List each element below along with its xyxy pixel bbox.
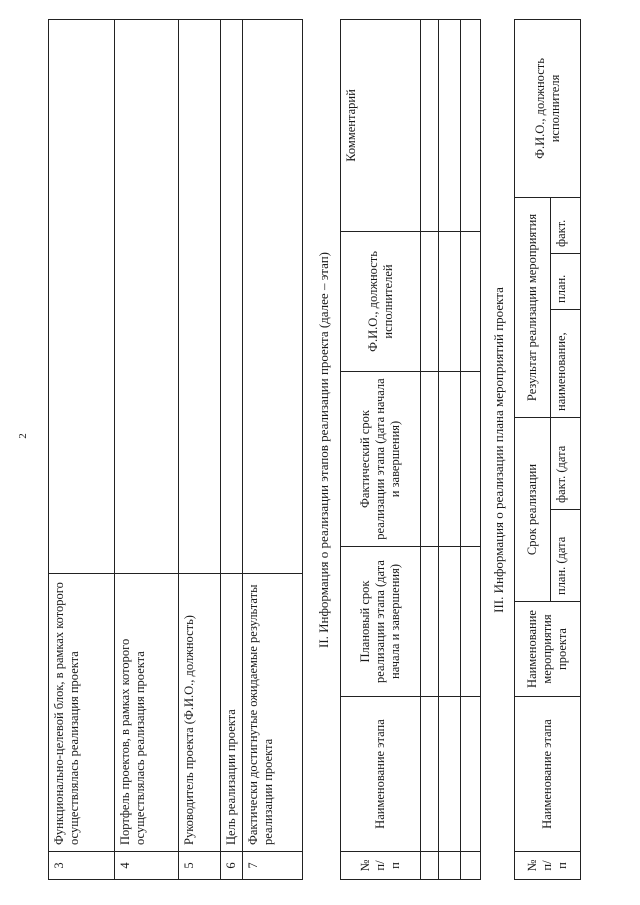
table-header-row — [341, 20, 421, 880]
project-info-table — [48, 19, 303, 880]
row-label: Цель реализации проекта — [221, 574, 243, 852]
row-label: Фактически достигнутые ожидаемые результаты реализации проекта — [243, 574, 303, 852]
table-row — [421, 20, 439, 880]
section-2-title: II. Информация о реализации этапов реализации проекта (далее – этап) — [316, 252, 331, 649]
table-row — [439, 20, 461, 880]
header-cell: Срок реализации — [515, 417, 551, 601]
rotated-sheet — [48, 20, 610, 880]
header-cell: план. (дата — [551, 510, 581, 602]
page-number: 2 — [16, 433, 29, 439]
header-cell: Результат реализации мероприятия — [515, 197, 551, 417]
header-cell: № п/п — [515, 852, 581, 880]
header-cell: наименование, — [551, 309, 581, 417]
events-table — [514, 19, 581, 880]
header-cell: Ф.И.О., должность исполнителей — [341, 232, 421, 372]
header-cell: Наименование этапа — [515, 697, 581, 852]
row-value — [115, 20, 179, 574]
header-cell: № п/п — [341, 852, 421, 880]
table-row — [49, 20, 115, 880]
header-cell: Наименование этапа — [341, 697, 421, 852]
header-cell: Наименование мероприятия проекта — [515, 602, 581, 697]
row-value — [243, 20, 303, 574]
table-row — [221, 20, 243, 880]
row-number: 4 — [115, 852, 179, 880]
header-cell: Фактический срок реализации этапа (дата начала и завершения) — [341, 372, 421, 547]
row-number: 7 — [243, 852, 303, 880]
row-number: 3 — [49, 852, 115, 880]
row-number: 5 — [179, 852, 221, 880]
header-cell: Ф.И.О., должность исполнителя — [515, 19, 581, 197]
stages-table — [340, 19, 481, 880]
row-number: 6 — [221, 852, 243, 880]
row-value — [221, 20, 243, 574]
table-row — [115, 20, 179, 880]
section-3-title: III. Информация о реализации плана мероприятий проекта — [491, 287, 506, 613]
row-label: Руководитель проекта (Ф.И.О., должность) — [179, 574, 221, 852]
header-cell: план. — [551, 253, 581, 309]
table-header-row — [515, 19, 551, 879]
header-cell: Комментарий — [341, 20, 421, 232]
row-label: Функционально-целевой блок, в рамках которого осуществлялась реализация проекта — [49, 574, 115, 852]
table-row — [179, 20, 221, 880]
row-value — [49, 20, 115, 574]
header-cell: Плановый срок реализации этапа (дата начала и завершения) — [341, 547, 421, 697]
header-cell: факт. (дата — [551, 417, 581, 509]
table-row — [243, 20, 303, 880]
table-row — [461, 20, 481, 880]
row-value — [179, 20, 221, 574]
row-label: Портфель проектов, в рамках которого осуществлялась реализация проекта — [115, 574, 179, 852]
header-cell: факт. — [551, 197, 581, 253]
